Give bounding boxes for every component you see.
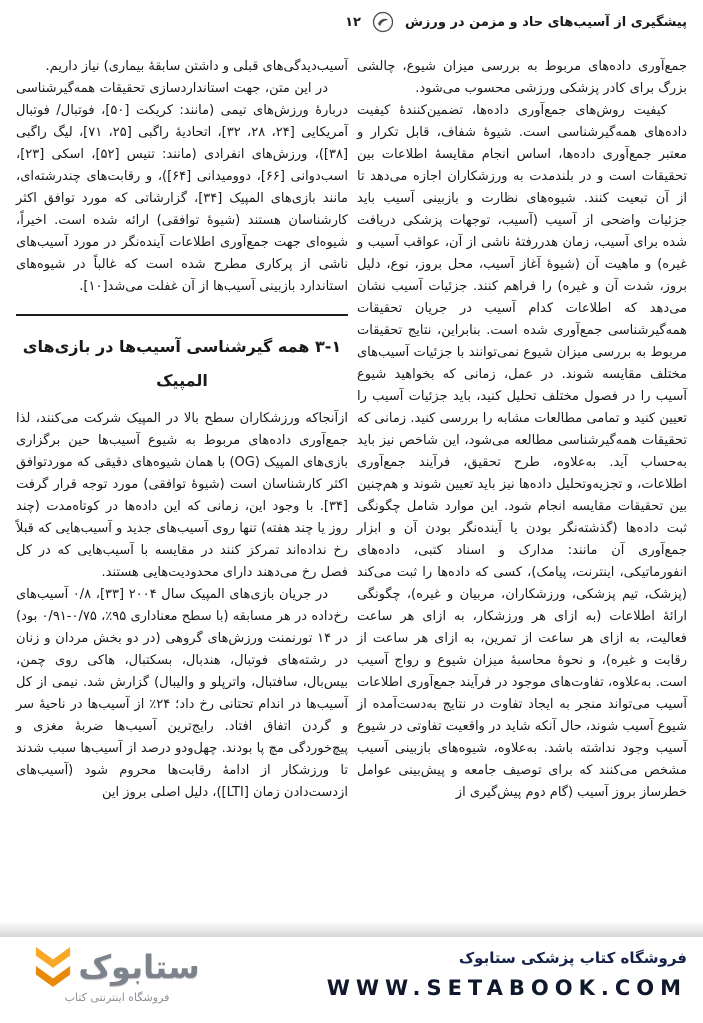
paragraph: در جریان بازی‌های المپیک سال ۲۰۰۴ [۳۳]، ۰/۸ آسیب‌های رخ‌داده در هر مسابقه (با سطح معناداری ۹۵٪، ۰/۷۵-۰/۹۱ بود) در ۱۴ تورنمنت ورزش‌های گروهی (در دو بخش مردان و زنان در رشته‌های فوتبال، هندبال، بسکتبال، هاکی روی چمن، بیس‌بال، سافتبال، واترپلو و والیبال) گزارش شد. نیمی از کل آسیب‌ها در اندام تحتانی رخ داد؛ ۲۴٪ از آسیب‌ها در ناحیهٔ سر و گردن اتفاق افتاد. رایج‌ترین آسیب‌ها ضربهٔ مغزی و پیچ‌خوردگی مچ پا بودند. چهل‌ودو درصد از آسیب‌ها سبب شدند تا ورزشکار از ادامهٔ رقابت‌ها محروم شود (آسیب‌های ازدست‌دادن زمان [LTI])، دلیل اصلی بروز این xyxy=(16,587,349,800)
page-number: ۱۲ xyxy=(345,14,361,30)
page-header xyxy=(345,10,687,34)
logo-text: ستابوک xyxy=(78,948,200,986)
website-url: WWW.SETABOOK.COM xyxy=(326,976,687,1000)
paragraph: جمع‌آوری داده‌های مربوط به بررسی میزان شیوع، چالشی بزرگ برای کادر پزشکی ورزشی محسوب می‌شود. xyxy=(357,59,687,96)
setabook-logo xyxy=(22,945,212,1004)
publisher-emblem-icon xyxy=(371,10,395,34)
section-heading: ۳-۱ همه گیرشناسی آسیب‌ها در بازی‌های المپیک xyxy=(16,314,348,398)
book-title: پیشگیری از آسیب‌های حاد و مزمن در ورزش xyxy=(404,14,687,30)
store-name: فروشگاه کتاب پزشکی ستابوک xyxy=(458,949,687,967)
paragraph: آسیب‌دیدگی‌های قبلی و داشتن سابقهٔ بیماری) نیاز داریم. xyxy=(45,59,348,74)
paragraph: کیفیت روش‌های جمع‌آوری داده‌ها، تضمین‌کنندهٔ کیفیت داده‌های همه‌گیرشناسی است. شیوهٔ شفاف، قابل تکرار و معتبر جمع‌آوری داده‌ها، اساس انجام مقایسهٔ اطلاعات بین تحقیقات است و در بلندمدت به ورزشکاران اجازه می‌دهد تا از آن تبعیت کنند. شیوه‌های نظارت و بازبینی آسیب باید جزئیات واضحی از آسیب (آسیب، توجهات پزشکی دریافت شده برای آسیب، زمان هدررفتهٔ ناشی از آن، عواقب آسیب و غیره) و ماهیت آن (شیوهٔ آغاز آسیب، محل بروز، نوع، دلیل بروز، شدت آن و غیره) را فراهم کنند. جزئیات آسیب نشان می‌دهد که اطلاعات کدام آسیب در جریان تحقیقات همه‌گیرشناسی جمع‌آوری شده است. بنابراین، نتایج تحقیقات مربوط به بررسی میزان شیوع نمی‌توانند با جزئیات آسیب‌های مختلف مقایسه شوند. در عمل، زمانی که بخواهید شیوع آسیب را در فصول مختلف تحلیل کنید، باید جزئیات آسیب را تعیین کنید و تمامی مطالعات مشابه را بررسی کنید. زمانی که تحقیقات همه‌گیرشناسی مطالعه می‌شود، این شاخص نیز باید به‌حساب آید. به‌علاوه، طرح تحقیق، فرآیند جمع‌آوری اطلاعات، و تجزیه‌وتحلیل داده‌ها نیز باید تعیین شوند و هم‌چنین بین تحقیقات مقایسه انجام شود. این موارد شامل چگونگی ثبت داده‌ها (گذشته‌نگر بودن یا آینده‌نگر بودن آن و ابزار جمع‌آوری آن مانند: مدارک و اسناد کتبی، داده‌های انفورماتیکی، اینترنت، پیامک)، کسی که داده‌ها را ثبت می‌کند (پزشک، تیم پزشکی، ورزشکاران، مربیان و غیره)، چگونگی ارائهٔ اطلاعات (به ازای هر ورزشکار، به ازای هر ساعت فعالیت، به ازای هر ساعت از تمرین، به ازای هر ساعت از رقابت و غیره)، و نحوهٔ محاسبهٔ میزان شیوع و رواج آسیب است. به‌علاوه، تفاوت‌های موجود در فرآیند جمع‌آوری اطلاعات آسیب می‌تواند منجر به ایجاد تفاوت در نتایج به‌دست‌آمده از شیوع آسیب شوند، حال آنکه شاید در واقعیت تفاوتی در شیوع آسیب وجود نداشته باشد. به‌علاوه، شیوه‌های بازبینی آسیب مشخص می‌کنند که برای توصیف جامعه و پیش‌بینی عوامل خطرساز بروز آسیب (گام دوم پیش‌گیری از xyxy=(357,103,687,800)
paragraph: ازآنجاکه ورزشکاران سطح بالا در المپیک شرکت می‌کنند، لذا جمع‌آوری داده‌های مربوط به شیوع آسیب‌ها حین برگزاری بازی‌های المپیک (OG) با همان شیوه‌های دقیقی که موردتوافق اکثر کارشناسان است (شیوهٔ توافقی) مورد توجه قرار گرفت [۳۴]. با وجود این، زمانی که این داده‌ها در کوتاه‌مدت (چند روز یا چند هفته) تنها روی آسیب‌های جدید و آسیب‌هایی که قبلاً رخ نداده‌اند تمرکز کنند در مقایسه با آسیب‌هایی که در کل فصل رخ می‌دهند دارای محدودیت‌هایی هستند. xyxy=(16,411,348,580)
footer-shadow xyxy=(0,921,703,937)
footer-store-block xyxy=(327,949,687,1000)
column-right xyxy=(357,56,687,804)
logo-subtitle: فروشگاه اینترنتی کتاب xyxy=(64,991,170,1004)
paragraph: در این متن، جهت استانداردسازی تحقیقات همه‌گیرشناسی دربارهٔ ورزش‌های تیمی (مانند: کریکت [۵۰]، فوتبال/ فوتبال آمریکایی [۲۴، ۲۸، ۳۲]، اتحادیهٔ راگبی [۲۵، ۷۱]، لیگ راگبی [۳۸])، ورزش‌های انفرادی (مانند: تنیس [۵۲]، اسکی [۲۳]، اسب‌دوانی [۶۶]، دوومیدانی [۶۴])، و رقابت‌های چندرشته‌ای، مانند بازی‌های المپیک [۳۴]، گزارشاتی که مورد توافق اکثر کارشناسان هستند (شیوهٔ توافقی) ارائه شده است. اخیراً، شیوه‌ای جهت جمع‌آوری اطلاعات آینده‌نگر در مورد آسیب‌های ناشی از پرکاری مطرح شده است که غالباً در شیوه‌های استاندارد بازبینی آسیب‌ها از آن غفلت می‌شد[۱۰]. xyxy=(16,81,349,294)
column-left xyxy=(16,56,348,804)
logo-chevron-icon xyxy=(34,945,72,989)
page-footer xyxy=(0,937,703,1023)
